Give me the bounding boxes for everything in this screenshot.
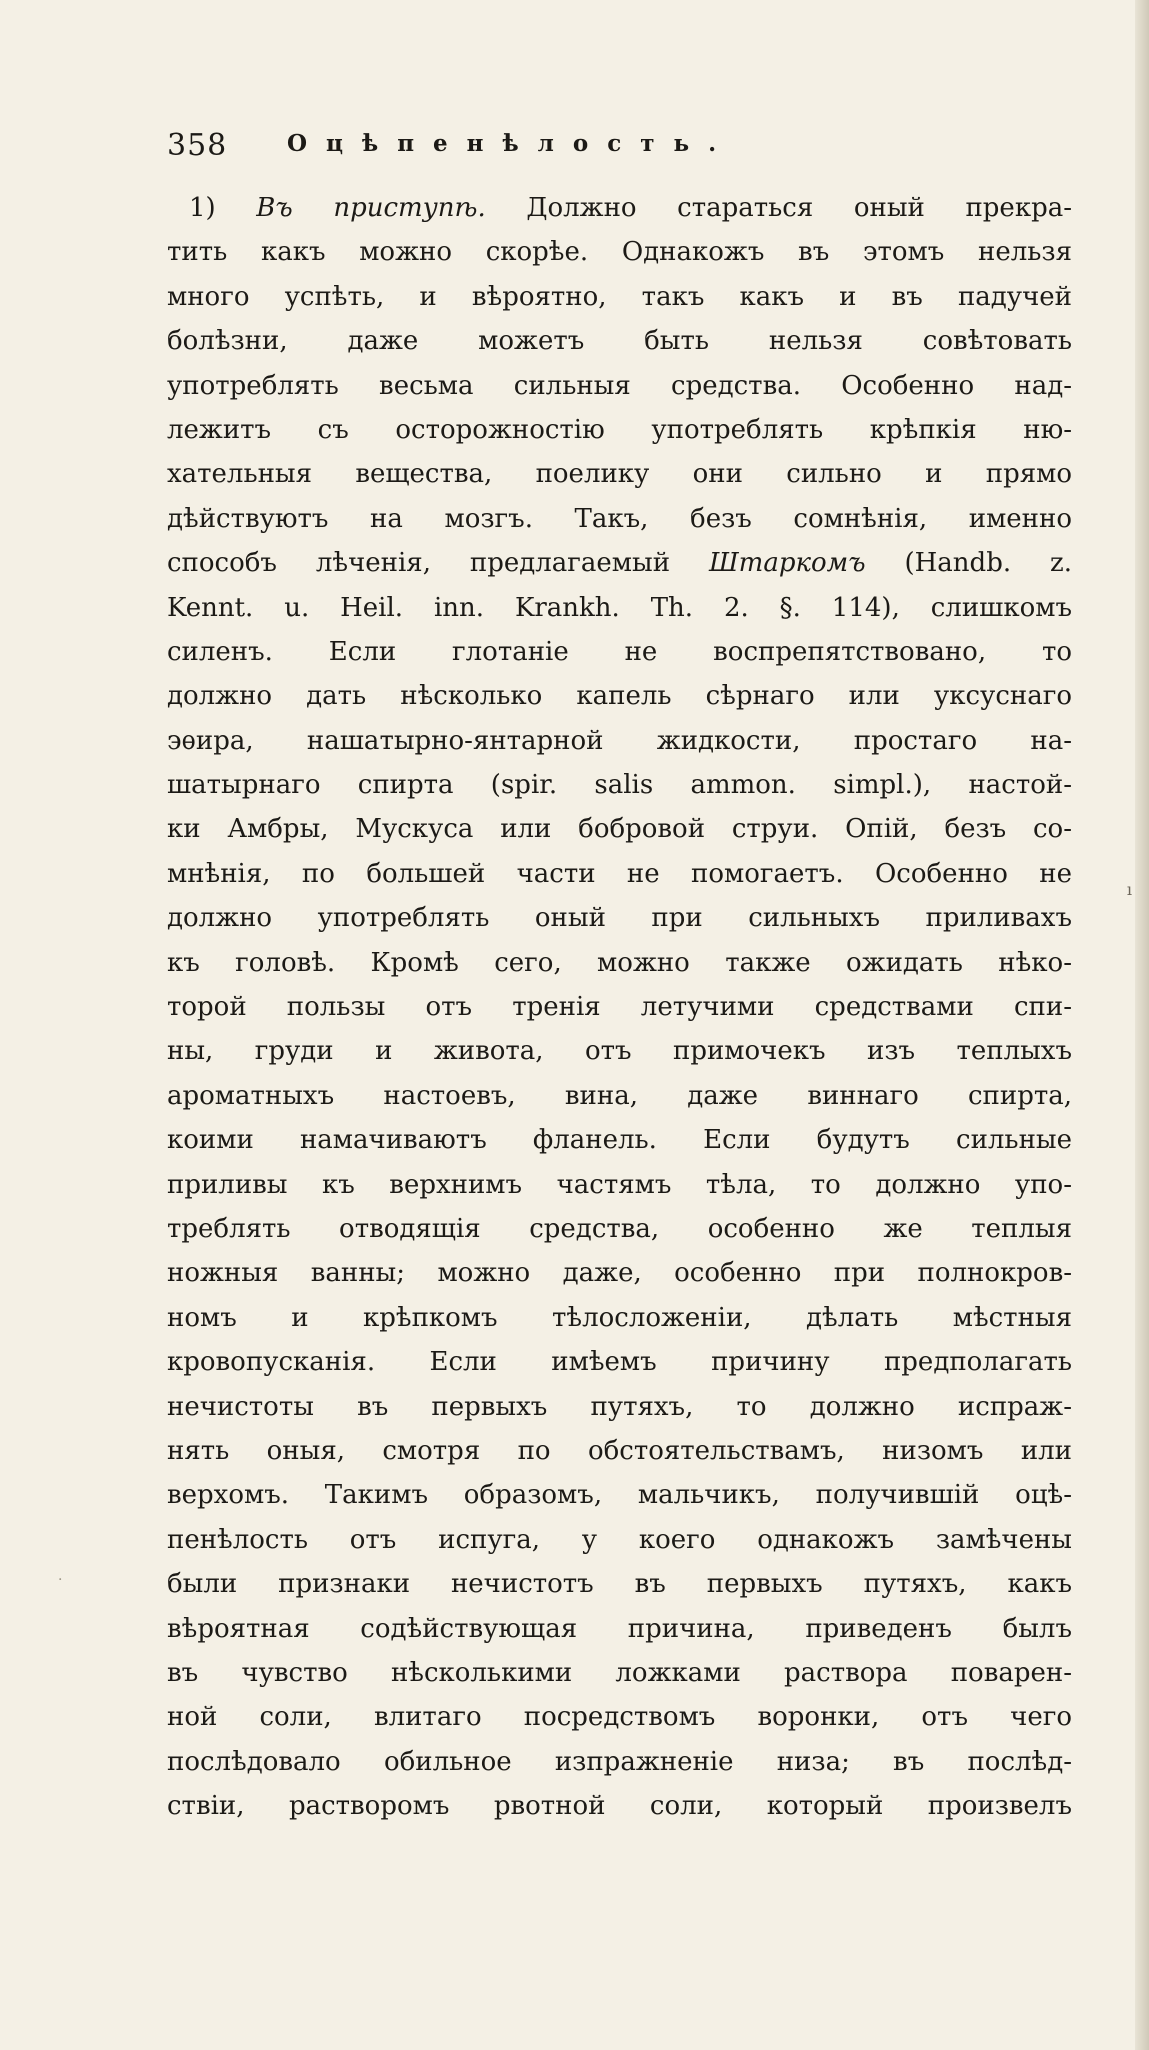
text-line: должно дать нѣсколько капель сѣрнаго или уксуснаго [167, 681, 1072, 712]
text-line: хательныя вещества, поелику они сильно и прямо [167, 459, 1072, 490]
text-line: тить какъ можно скорѣе. Однакожъ въ этомъ нельзя [167, 237, 1072, 268]
text-line: дѣйствуютъ на мозгъ. Такъ, безъ сомнѣнія, именно [167, 503, 1072, 534]
text-line: нечистоты въ первыхъ путяхъ, то должно испраж- [167, 1391, 1072, 1422]
text-line: употреблять весьма сильныя средства. Особенно над- [167, 370, 1072, 401]
text-line [167, 541, 1072, 585]
text-line-post: Должно стараться оный прекра- [485, 193, 1073, 223]
body-text [167, 186, 1072, 1828]
emphasized-text: Въ приступѣ. [256, 193, 486, 223]
text-line-post: (Handb. z. [865, 548, 1072, 579]
text-line: кровопусканія. Если имѣемъ причину предполагать [167, 1347, 1072, 1378]
text-line: много успѣть, и вѣроятно, такъ какъ и въ падучей [167, 281, 1072, 312]
margin-mark: ı [1126, 880, 1132, 899]
text-line: въ чувство нѣсколькими ложками раствора поварен- [167, 1657, 1072, 1688]
emphasized-text: Штаркомъ [709, 548, 866, 579]
text-line: эѳира, нашатырно-янтарной жидкости, простаго на- [167, 725, 1072, 756]
text-line: ны, груди и живота, отъ примочекъ изъ теплыхъ [167, 1036, 1072, 1067]
text-line: лежитъ съ осторожностію употреблять крѣпкія ню- [167, 414, 1072, 445]
page-edge [1135, 0, 1149, 2050]
text-line: ножныя ванны; можно даже, особенно при полнокров- [167, 1258, 1072, 1289]
text-line: шатырнаго спирта (spir. salis ammon. simpl.), настой- [167, 770, 1072, 801]
text-line: коими намачиваютъ фланель. Если будутъ сильные [167, 1125, 1072, 1156]
text-line: были признаки нечистотъ въ первыхъ путяхъ, какъ [167, 1569, 1072, 1600]
text-line: ки Амбры, Мускуса или бобровой струи. Опій, безъ со- [167, 814, 1072, 845]
text-line-pre: способъ лѣченія, предлагаемый [167, 548, 709, 579]
text-line: вѣроятная содѣйствующая причина, приведенъ былъ [167, 1613, 1072, 1644]
text-line: торой пользы отъ тренія летучими средствами спи- [167, 992, 1072, 1023]
text-line: ствіи, растворомъ рвотной соли, который произвелъ [167, 1791, 1072, 1822]
text-line: ароматныхъ настоевъ, вина, даже виннаго спирта, [167, 1080, 1072, 1111]
text-line: треблять отводящія средства, особенно же теплыя [167, 1213, 1072, 1244]
text-line: нять оныя, смотря по обстоятельствамъ, низомъ или [167, 1435, 1072, 1466]
text-line [167, 186, 1072, 230]
text-line: верхомъ. Такимъ образомъ, мальчикъ, получившій оцѣ- [167, 1480, 1072, 1511]
running-title: Оцѣпенѣлость. [287, 130, 736, 157]
page-number: 358 [167, 128, 228, 163]
text-line: Kennt. u. Heil. inn. Krankh. Th. 2. §. 114), слишкомъ [167, 592, 1072, 623]
text-line: послѣдовало обильное изпражненіе низа; въ послѣд- [167, 1746, 1072, 1777]
page-header [167, 128, 847, 168]
text-line: номъ и крѣпкомъ тѣлосложеніи, дѣлать мѣстныя [167, 1302, 1072, 1333]
text-line: мнѣнія, по большей части не помогаетъ. Особенно не [167, 858, 1072, 889]
text-line: приливы къ верхнимъ частямъ тѣла, то должно упо- [167, 1169, 1072, 1200]
text-line: должно употреблять оный при сильныхъ приливахъ [167, 903, 1072, 934]
text-line: силенъ. Если глотаніе не воспрепятствовано, то [167, 636, 1072, 667]
text-line: къ головѣ. Кромѣ сего, можно также ожидать нѣко- [167, 947, 1072, 978]
text-line: болѣзни, даже можетъ быть нельзя совѣтовать [167, 326, 1072, 357]
text-line: пенѣлость отъ испуга, у коего однакожъ замѣчены [167, 1524, 1072, 1555]
margin-dot: · [58, 1572, 63, 1588]
text-line-pre: 1) [189, 193, 257, 223]
text-line: ной соли, влитаго посредствомъ воронки, отъ чего [167, 1702, 1072, 1733]
